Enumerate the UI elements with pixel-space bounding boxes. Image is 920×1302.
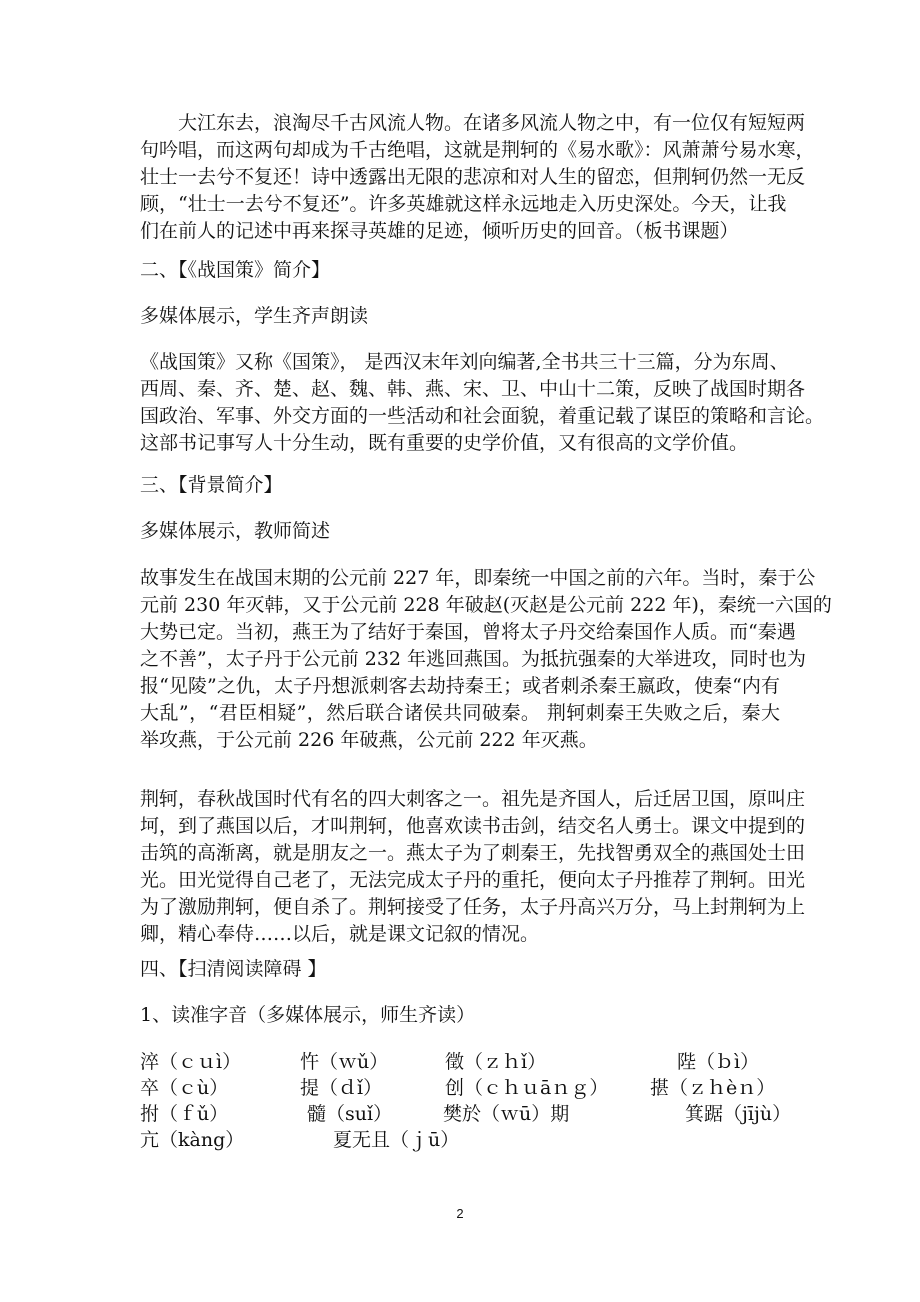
paragraph-line: 《战国策》又称《国策》， 是西汉末年刘向编著,全书共三十三篇，分为东周、 (140, 351, 789, 373)
paragraph-line: 国政治、军事、外交方面的一些活动和社会面貌，着重记载了谋臣的策略和言论。 (140, 405, 825, 427)
section-subheading: 多媒体展示，学生齐声朗读 (140, 305, 369, 327)
section-heading-zhanguoce: 二、【《战国策》简介】 (140, 259, 331, 281)
section-subheading: 1、读准字音（多媒体展示，师生齐读） (140, 1004, 476, 1026)
paragraph-line: 击筑的高渐离，就是朋友之一。燕太子为了刺秦王，先找智勇双全的燕国处士田 (140, 842, 806, 864)
paragraph-line: 坷，到了燕国以后，才叫荆轲，他喜欢读书击剑，结交名人勇士。课文中提到的 (140, 815, 806, 837)
paragraph-line: 西周、秦、齐、楚、赵、魏、韩、燕、宋、卫、中山十二策，反映了战国时期各 (140, 378, 806, 400)
jingke-paragraph (140, 786, 806, 948)
pinyin-item: 忤（ｗǔ） (300, 1051, 389, 1073)
section-heading-reading-obstacles: 四、【扫清阅读障碍 】 (140, 958, 327, 980)
pinyin-item: 髓（suǐ） (307, 1103, 393, 1125)
paragraph-line: 大乱”，“君臣相疑”，然后联合诸侯共同破秦。 荆轲刺秦王失败之后，秦大 (140, 702, 780, 724)
paragraph-line: 之不善”，太子丹于公元前 232 年逃回燕国。为抵抗强秦的大举进攻，同时也为 (140, 648, 807, 670)
pinyin-item: 亢（kàng） (140, 1129, 245, 1151)
paragraph-line: 顾，“壮士一去兮不复还”。许多英雄就这样永远地走入历史深处。今天，让我 (140, 193, 787, 215)
paragraph-line: 卿，精心奉侍……以后，就是课文记叙的情况。 (140, 923, 540, 945)
paragraph-line: 报“见陵”之仇，太子丹想派刺客去劫持秦王；或者刺杀秦王嬴政，使秦“内有 (140, 675, 780, 697)
section-subheading: 多媒体展示，教师简述 (140, 520, 331, 542)
pinyin-row (140, 1075, 800, 1102)
pinyin-item: 卒（ｃù） (140, 1077, 229, 1099)
intro-paragraph (140, 110, 815, 245)
page-number: 2 (456, 1206, 464, 1221)
pinyin-item: 创（ｃｈｕāｎｇ） (445, 1077, 609, 1099)
paragraph-line: 举攻燕，于公元前 226 年破燕，公元前 222 年灭燕。 (140, 729, 598, 751)
pinyin-item: 揕（ｚｈèｎ） (650, 1077, 776, 1099)
section-heading-background: 三、【背景简介】 (140, 474, 283, 496)
paragraph-line: 为了激励荆轲，便自杀了。荆轲接受了任务，太子丹高兴万分，马上封荆轲为上 (140, 896, 806, 918)
pinyin-item: 徵（ｚｈǐ） (445, 1051, 547, 1073)
paragraph-line: 句吟唱，而这两句却成为千古绝唱，这就是荆轲的《易水歌》：风萧萧兮易水寒， (140, 139, 815, 161)
paragraph-line: 们在前人的记述中再来探寻英雄的足迹，倾听历史的回音。（板书课题） (140, 220, 739, 242)
pinyin-row (140, 1049, 800, 1076)
pinyin-item: 陛（ｂì） (677, 1051, 760, 1073)
paragraph-line: 大江东去，浪淘尽千古风流人物。在诸多风流人物之中，有一位仅有短短两 (178, 112, 806, 134)
paragraph-line: 元前 230 年灭韩，又于公元前 228 年破赵(灭赵是公元前 222 年)，秦统一六国的 (140, 594, 832, 616)
paragraph-line: 荆轲，春秋战国时代有名的四大刺客之一。祖先是齐国人，后迁居卫国，原叫庄 (140, 788, 806, 810)
zhanguoce-paragraph (140, 349, 825, 457)
pinyin-item: 箕踞（jījù） (685, 1103, 792, 1125)
pinyin-item: 拊（ｆǔ） (140, 1103, 229, 1125)
paragraph-line: 大势已定。当初，燕王为了结好于秦国，曾将太子丹交给秦国作人质。而“秦遇 (140, 621, 796, 643)
paragraph-line: 壮士一去兮不复还！诗中透露出无限的悲凉和对人生的留恋，但荆轲仍然一无反 (140, 166, 806, 188)
pinyin-row (140, 1127, 800, 1154)
paragraph-line: 这部书记事写人十分生动，既有重要的史学价值，又有很高的文学价值。 (140, 432, 749, 454)
background-paragraph (140, 565, 832, 754)
pinyin-item: 提（ｄǐ） (300, 1077, 383, 1099)
pinyin-row (140, 1101, 800, 1128)
pinyin-item: 樊於（ｗū）期 (443, 1103, 570, 1125)
paragraph-line: 光。田光觉得自己老了，无法完成太子丹的重托，便向太子丹推荐了荆轲。田光 (140, 869, 806, 891)
pinyin-item: 夏无且（ｊū） (333, 1129, 460, 1151)
paragraph-line: 故事发生在战国末期的公元前 227 年，即秦统一中国之前的六年。当时，秦于公 (140, 567, 816, 589)
pinyin-item: 淬（ｃｕì） (140, 1051, 242, 1073)
